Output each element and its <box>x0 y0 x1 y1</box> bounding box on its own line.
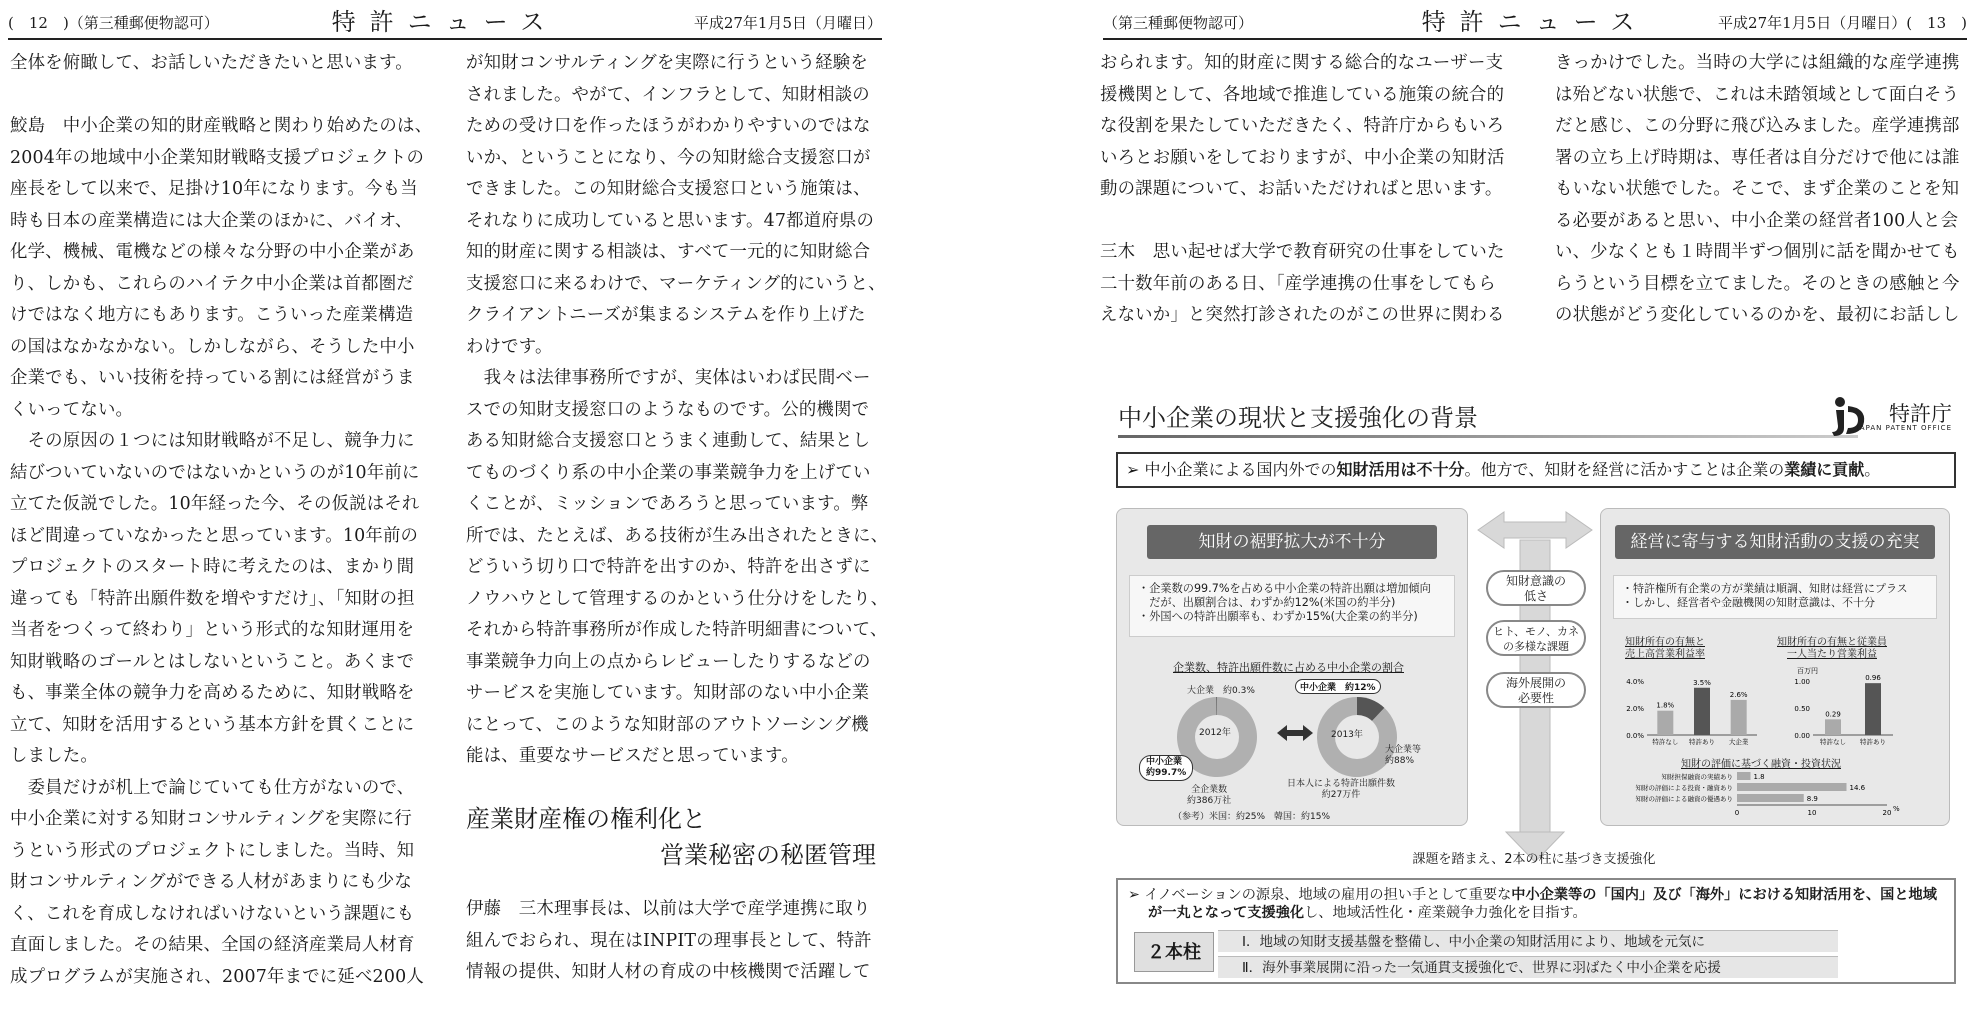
bar <box>1825 719 1841 735</box>
left-page-header <box>8 8 882 40</box>
right-header-label: （第三種郵便物認可） <box>1103 14 1254 32</box>
bottom-emphasis: が一丸となって支援強化 <box>1148 905 1305 921</box>
text-line: く、これを育成しなければいけないという課題にも <box>10 903 415 924</box>
hbar <box>1737 783 1847 791</box>
slide-summary-banner <box>1116 452 1956 488</box>
section-heading-line-2: 営業秘密の秘匿管理 <box>660 841 876 869</box>
text-line: 鮫島 中小企業の知的財産戦略と関わり始めたのは、 <box>10 116 433 136</box>
right-bullet-line: ・特許権所有企業の方が業績は順調、知財は経営にプラス <box>1622 582 1908 595</box>
bottom-line-1 <box>1128 886 1937 904</box>
text-line: 立て、知財を活用するという基本方針を貫くことに <box>10 714 415 735</box>
text-line: 成プログラムが実施され、2007年までに延べ200人 <box>10 966 424 987</box>
pillar-label: ２本柱 <box>1134 932 1214 972</box>
section-heading-line-1: 産業財産権の権利化と <box>466 805 706 833</box>
text-line: 直面しました。その結果、全国の経済産業局人材育 <box>10 935 415 955</box>
right-page-header <box>1103 8 1967 40</box>
right-panel-title: 経営に寄与する知財活動の支援の充実 <box>1615 525 1935 559</box>
y-axis-unit-label: 百万円 <box>1797 667 1818 675</box>
text-line: 立てた仮説でした。10年経った今、その仮説はそれ <box>10 494 420 514</box>
bottom-text: し、地域活性化・産業競争力強化を目指す。 <box>1304 905 1587 921</box>
text-line: 財コンサルティングができる人材があまりにも少な <box>10 872 412 892</box>
hbar-category-label: 知財の評価による投資・融資あり <box>1635 784 1733 792</box>
text-line: の国はなかなかない。しかしながら、そうした中小 <box>10 336 415 357</box>
y-tick-label: 2.0% <box>1626 705 1644 713</box>
text-line: 2004年の地域中小企業知財戦略支援プロジェクトの <box>10 147 425 168</box>
text-line: 委員だけが机上で論じていても仕方がないので、 <box>10 777 415 798</box>
text-line: くいってない。 <box>10 399 134 420</box>
bottom-emphasis: 中小企業等の「国内」及び「海外」における知財活用を、国と地域 <box>1511 887 1937 903</box>
left-header-page-number: ( 12 )（第三種郵便物認可） <box>8 14 219 32</box>
left-article-column-2 <box>466 48 888 773</box>
bottom-line-2 <box>1148 904 1587 922</box>
text-line <box>10 80 432 112</box>
pie-reference-note: （参考）米国：約25% 韓国：約15% <box>1173 812 1331 822</box>
text-line: 伊藤 三木理事長は、以前は大学で産学連携に取り <box>466 899 871 919</box>
text-line: されました。やがて、インフラとして、知財相談の <box>466 84 870 105</box>
two-pillars-box <box>1116 878 1956 984</box>
right-article-column-2 <box>1555 48 1960 332</box>
compare-arrow-icon <box>1277 725 1313 741</box>
hbar <box>1737 772 1751 780</box>
text-line: 我々は法律事務所ですが、実体はいわば民間ベー <box>466 368 871 388</box>
banner-text-part: 。 <box>1864 460 1881 479</box>
text-line: ほど間違っていなかったと思っています。10年前の <box>10 525 419 546</box>
hbar-data-label: 14.6 <box>1849 784 1866 792</box>
text-line: 情報の提供、知財人材の育成の中核機関で活躍して <box>466 962 871 982</box>
text-line: 結びついていないのではないかというのが10年前に <box>10 462 420 483</box>
text-line: てものづくり系の中小企業の事業競争力を上げてい <box>466 462 871 483</box>
text-line: えないか」と突然打診されたのがこの世界に関わる <box>1100 305 1505 325</box>
text-line: 化学、機械、電機などの様々な分野の中小企業があ <box>10 242 415 262</box>
text-line: きっかけでした。当時の大学には組織的な産学連携 <box>1555 53 1960 73</box>
text-line: にとって、このような知財部のアウトソーシング機 <box>466 714 869 735</box>
text-line: 能は、重要なサービスだと思っています。 <box>466 746 799 766</box>
text-line: る必要があると思い、中小企業の経営者100人と会 <box>1555 210 1959 231</box>
left-issue-panel <box>1116 508 1468 826</box>
pie-total-patents: 日本人による特許出願件数 約27万件 <box>1287 779 1396 800</box>
pie-total-companies: 全企業数 約386万社 <box>1187 785 1232 806</box>
hbar-category-label: 知財担保融資の実績あり <box>1661 773 1733 781</box>
left-article-column-1 <box>10 48 432 993</box>
left-bullet-line: だが、出願割合は、わずか約12%(米国の約半分) <box>1138 596 1396 609</box>
bar-chart-3-title: 知財の評価に基づく融資・投資状況 <box>1681 759 1841 770</box>
text-line: しました。 <box>10 746 98 766</box>
text-line: おられます。知的財産に関する総合的なユーザー支 <box>1100 53 1504 73</box>
banner-text-part: 。他方で、知財を経営に活かすことは企業の <box>1464 460 1785 479</box>
text-line: らうという目標を立てました。そのときの感触と今 <box>1555 273 1960 294</box>
pie-label-sme-2013: 中小企業 約12% <box>1295 679 1381 694</box>
bar-data-label: 1.8% <box>1656 701 1675 710</box>
hbar-x-tick-label: 0 <box>1734 809 1740 817</box>
x-tick-label: 特許なし <box>1652 738 1679 746</box>
pie-label-sme-2012: 中小企業 約99.7% <box>1139 755 1193 781</box>
slide-title: 中小企業の現状と支援強化の背景 <box>1118 404 1478 432</box>
text-line: 当者をつくって終わり」という形式的な知財運用を <box>10 620 415 640</box>
banner-emphasis: 業績に貢献 <box>1784 460 1865 479</box>
bar <box>1694 688 1710 735</box>
text-line: 援機関として、各地域で推進している施策の統合的 <box>1100 84 1505 105</box>
pie-chart-title: 企業数、特許出願件数に占める中小企業の割合 <box>1173 661 1404 674</box>
text-line: 違っても「特許出願件数を増やすだけ」、「知財の担 <box>10 588 415 609</box>
left-bullet-line: ・企業数の99.7%を占める中小企業の特許出願は増加傾向 <box>1138 582 1431 595</box>
text-line: サービスを実施しています。知財部のない中小企業 <box>466 683 870 703</box>
pie-year-2013: 2013年 <box>1331 730 1363 740</box>
slide-caption: 課題を踏まえ、2本の柱に基づき支援強化 <box>1412 852 1656 867</box>
text-line: それなりに成功していると思います。47都道府県の <box>466 210 875 231</box>
issue-bubble-resources: ヒト、モノ、カネ の多様な課題 <box>1486 620 1586 656</box>
text-line: い、少なくとも１時間半ずつ個別に話を聞かせても <box>1555 242 1960 262</box>
hbar-category-label: 知財の評価による融資の優遇あり <box>1635 795 1733 803</box>
hbar-data-label: 8.9 <box>1806 795 1818 803</box>
text-line: 所では、たとえば、ある技術が生み出されたときに、 <box>466 525 889 546</box>
text-line: 組んでおられ、現在はINPITの理事長として、特許 <box>466 930 872 951</box>
text-line: ノウハウとして管理するのかという仕分けをしたり、 <box>466 588 889 609</box>
text-line: その原因の１つには知財戦略が不足し、競争力に <box>10 431 415 451</box>
x-tick-label: 特許なし <box>1820 738 1846 746</box>
bar-data-label: 2.6% <box>1729 690 1748 699</box>
left-header-date: 平成27年1月5日（月曜日） <box>693 14 882 32</box>
slide-title-underline <box>1118 435 1858 438</box>
left-panel-bullets <box>1129 575 1455 637</box>
text-line: 支援窓口に来るわけで、マーケティング的にいうと、 <box>466 273 886 294</box>
x-tick-label: 大企業 <box>1728 738 1749 746</box>
text-line: り、しかも、これらのハイテク中小企業は首都圏だ <box>10 273 414 294</box>
bar-data-label: 0.29 <box>1825 710 1841 719</box>
text-line: の状態がどう変化しているのかを、最初にお話しし <box>1555 305 1960 325</box>
text-line: は殆どない状態で、これは未踏領域として面白そう <box>1555 84 1960 105</box>
bottom-text: ➢ イノベーションの源泉、地域の雇用の担い手として重要な <box>1128 887 1512 903</box>
text-line: 二十数年前のある日、「産学連携の仕事をしてもら <box>1100 273 1496 294</box>
bar <box>1731 700 1747 735</box>
horizontal-bar-chart <box>1607 767 1947 823</box>
text-line: だと感じ、この分野に飛び込みました。産学連携部 <box>1555 116 1960 136</box>
x-tick-label: 特許あり <box>1689 738 1715 746</box>
y-tick-label: 4.0% <box>1626 678 1644 686</box>
pie-label-large-2013: 大企業等 約88% <box>1385 745 1422 766</box>
text-line: けではなく地方にもあります。こういった産業構造 <box>10 305 414 325</box>
bar-chart-1-title: 知財所有の有無と 売上高営業利益率 <box>1625 637 1705 660</box>
text-line: 中小企業に対する知財コンサルティングを実際に行 <box>10 809 412 829</box>
banner-emphasis: 知財活用は不十分 <box>1336 460 1465 479</box>
right-panel-bullets <box>1613 575 1937 619</box>
bar-data-label: 3.5% <box>1693 678 1711 687</box>
right-header-title: 特許ニュース <box>1421 8 1649 36</box>
text-line: いか、ということになり、今の知財総合支援窓口が <box>466 147 871 168</box>
bar <box>1865 683 1881 735</box>
jpo-logo-text: 特許庁 <box>1889 402 1952 426</box>
text-line: 座長をして以来で、足掛け10年になります。今も当 <box>10 179 418 199</box>
right-bullet-line: ・しかし、経営者や金融機関の知財意識は、不十分 <box>1622 596 1875 609</box>
pillar-2: Ⅱ．海外事業展開に沿った一気通貫支援強化で、世界に羽ばたく中小企業を応援 <box>1218 956 1838 978</box>
text-line: できました。この知財総合支援窓口という施策は、 <box>466 179 871 199</box>
hbar <box>1737 794 1804 802</box>
bar <box>1657 711 1673 735</box>
text-line: うという形式のプロジェクトにしました。当時、知 <box>10 840 415 861</box>
text-line: プロジェクトのスタート時に考えたのは、まかり間 <box>10 557 415 577</box>
y-tick-label: 0.50 <box>1794 705 1810 713</box>
y-tick-label: 0.00 <box>1794 732 1810 740</box>
text-line: 動の課題について、お話いただければと思います。 <box>1100 179 1503 199</box>
text-line: 知的財産に関する相談は、すべて一元的に知財総合 <box>466 242 871 262</box>
text-line: も、事業全体の競争力を高めるために、知財戦略を <box>10 683 415 703</box>
hbar-x-tick-label: 10 <box>1807 809 1817 817</box>
text-line: いろとお願いをしておりますが、中小企業の知財活 <box>1100 147 1505 168</box>
text-line: それから特許事務所が作成した特許明細書について、 <box>466 620 888 640</box>
text-line: な役割を果たしていただきたく、特許庁からもいろ <box>1100 116 1505 136</box>
hbar-data-label: 1.8 <box>1753 773 1765 781</box>
left-article-column-2-continued <box>466 894 872 989</box>
policy-slide-figure <box>1100 392 1968 992</box>
right-header-date: 平成27年1月5日（月曜日）( 13 ) <box>1718 14 1967 32</box>
text-line: どういう切り口で特許を出すのか、特許を出さずに <box>466 557 871 577</box>
bar-chart-2-title: 知財所有の有無と従業員 一人当たり営業利益 <box>1777 637 1887 660</box>
pillar-1: Ⅰ．地域の知財支援基盤を整備し、中小企業の知財活用により、地域を元気に <box>1218 930 1838 952</box>
left-bullet-line: ・外国への特許出願率も、わずか15%(大企業の約半分) <box>1138 610 1418 623</box>
text-line: 時も日本の産業構造には大企業のほかに、バイオ、 <box>10 210 413 231</box>
pie-label-large-2012: 大企業 約0.3% <box>1187 686 1255 696</box>
text-line: ための受け口を作ったほうがわかりやすいのではな <box>466 116 871 136</box>
text-line: 知財戦略のゴールとはしないということ。あくまで <box>10 651 415 672</box>
text-line: スでの知財支援窓口のようなものです。公的機関で <box>466 399 870 420</box>
text-line: 全体を俯瞰して、お話しいただきたいと思います。 <box>10 53 413 73</box>
text-line: が知財コンサルティングを実際に行うという経験を <box>466 53 868 73</box>
left-page <box>0 0 890 1024</box>
text-line: もいない状態でした。そこで、まず企業のことを知 <box>1555 179 1960 199</box>
left-panel-title: 知財の裾野拡大が不十分 <box>1147 525 1437 559</box>
text-line: くことが、ミッションであろうと思っています。弊 <box>466 494 869 514</box>
text-line: クライアントニーズが集まるシステムを作り上げた <box>466 305 866 325</box>
right-article-column-1 <box>1100 48 1505 332</box>
bar-data-label: 0.96 <box>1865 674 1881 683</box>
banner-text-part: ➢ 中小企業による国内外での <box>1126 460 1337 479</box>
issue-bubble-overseas: 海外展開の 必要性 <box>1486 672 1586 708</box>
hbar-unit-label: % <box>1893 805 1900 813</box>
bar-charts <box>1607 663 1947 753</box>
hbar-x-tick-label: 20 <box>1882 809 1892 817</box>
jpo-logo-subtext: JAPAN PATENT OFFICE <box>1856 424 1952 432</box>
text-line: 三木 思い起せば大学で教育研究の仕事をしていた <box>1100 242 1505 262</box>
text-line: 署の立ち上げ時期は、専任者は自分だけで他には誰 <box>1555 147 1960 168</box>
text-line: 企業でも、いい技術を持っている割には経営がうま <box>10 368 415 388</box>
left-header-title: 特許ニュース <box>331 8 559 36</box>
text-line <box>1100 206 1505 238</box>
pie-year-2012: 2012年 <box>1199 728 1231 738</box>
text-line: 事業競争力向上の点からレビューしたりするなどの <box>466 651 871 672</box>
text-line: ある知財総合支援窓口とうまく連動して、結果とし <box>466 431 871 451</box>
x-tick-label: 特許あり <box>1860 738 1886 746</box>
y-tick-label: 0.0% <box>1626 732 1644 740</box>
issue-bubble-awareness: 知財意識の 低さ <box>1486 570 1586 606</box>
text-line: わけです。 <box>466 336 553 357</box>
right-support-panel <box>1600 508 1950 826</box>
y-tick-label: 1.00 <box>1794 678 1810 686</box>
